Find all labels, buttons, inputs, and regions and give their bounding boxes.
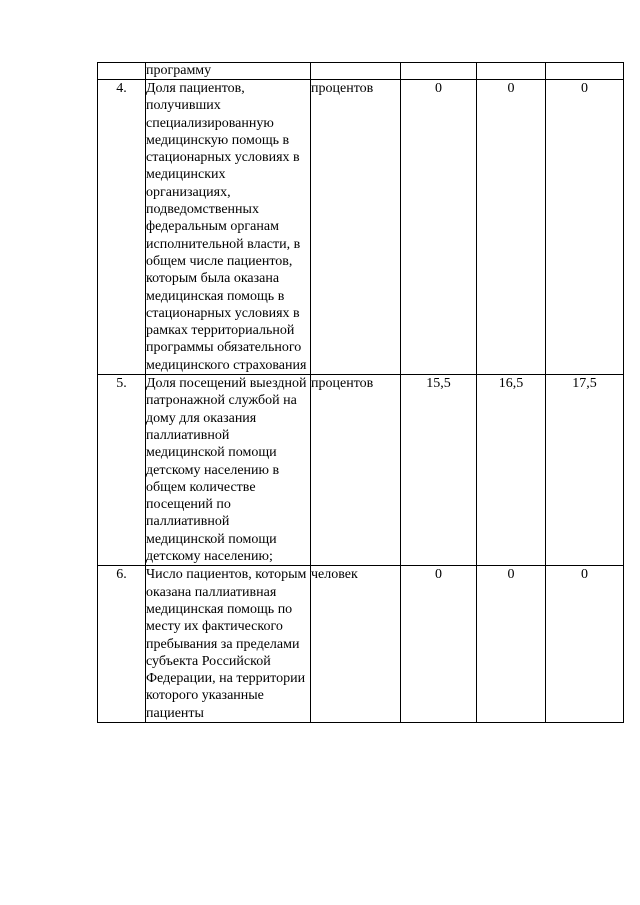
value-cell: 0 bbox=[401, 566, 477, 723]
value-cell: 15,5 bbox=[401, 375, 477, 566]
value-cell: 0 bbox=[546, 80, 624, 375]
indicator-name: программу bbox=[146, 63, 311, 80]
unit-cell: процентов bbox=[311, 80, 401, 375]
table-row bbox=[98, 63, 624, 80]
row-number bbox=[98, 63, 146, 80]
indicator-name: Число пациентов, которым оказана паллиативная медицинская помощь по месту их фактического пребывания за пределами субъекта Российской Федерации, на территории которого указанные пациенты bbox=[146, 566, 311, 723]
indicator-name: Доля пациентов, получивших специализированную медицинскую помощь в стационарных условиях в медицинских организациях, подведомственных федеральным органам исполнительной власти, в общем числе пациентов, которым была оказана медицинская помощь в стационарных условиях в рамках территориальной программы обязательного медицинского страхования bbox=[146, 80, 311, 375]
value-cell: 0 bbox=[401, 80, 477, 375]
table-row bbox=[98, 375, 624, 566]
table-row bbox=[98, 80, 624, 375]
row-number: 6. bbox=[98, 566, 146, 723]
indicators-table bbox=[97, 62, 624, 723]
value-cell: 17,5 bbox=[546, 375, 624, 566]
unit-cell: процентов bbox=[311, 375, 401, 566]
value-cell: 16,5 bbox=[477, 375, 546, 566]
value-cell bbox=[401, 63, 477, 80]
table-row bbox=[98, 566, 624, 723]
row-number: 5. bbox=[98, 375, 146, 566]
row-number: 4. bbox=[98, 80, 146, 375]
unit-cell: человек bbox=[311, 566, 401, 723]
value-cell: 0 bbox=[477, 80, 546, 375]
value-cell: 0 bbox=[477, 566, 546, 723]
value-cell bbox=[546, 63, 624, 80]
value-cell bbox=[477, 63, 546, 80]
indicator-name: Доля посещений выездной патронажной службой на дому для оказания паллиативной медицинской помощи детскому населению в общем количестве посещений по паллиативной медицинской помощи детскому населению; bbox=[146, 375, 311, 566]
value-cell: 0 bbox=[546, 566, 624, 723]
unit-cell bbox=[311, 63, 401, 80]
